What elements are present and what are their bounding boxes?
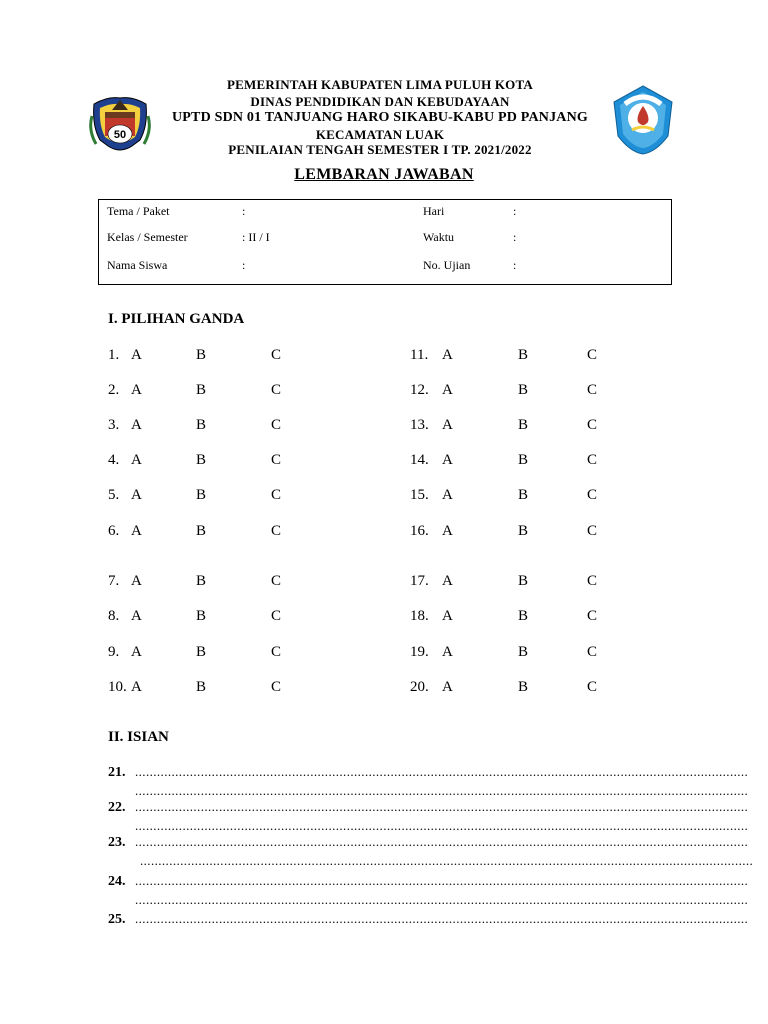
question-number-1: 1. [108,347,120,363]
isian-number-22: 22. [108,800,126,815]
option-b-question-14[interactable]: B [518,452,529,468]
option-c-question-17[interactable]: C [587,573,598,589]
option-b-question-8[interactable]: B [196,608,207,624]
no-ujian-label: No. Ujian [423,258,471,272]
option-a-question-18[interactable]: A [442,608,453,624]
option-b-question-6[interactable]: B [196,523,207,539]
option-a-question-8[interactable]: A [131,608,142,624]
option-a-question-15[interactable]: A [442,487,453,503]
section-multiple-choice-title: I. PILIHAN GANDA [108,311,245,327]
option-a-question-12[interactable]: A [442,382,453,398]
option-a-question-13[interactable]: A [442,417,453,433]
tut-wuri-handayani-icon [610,84,676,156]
option-c-question-5[interactable]: C [271,487,282,503]
question-number-20: 20. [410,679,429,695]
question-number-17: 17. [410,573,429,589]
option-b-question-2[interactable]: B [196,382,207,398]
question-number-15: 15. [410,487,429,503]
question-number-11: 11. [410,347,429,363]
kelas-label: Kelas / Semester [107,230,188,244]
option-b-question-3[interactable]: B [196,417,207,433]
hari-label: Hari [423,204,445,218]
tema-label: Tema / Paket [107,204,170,218]
answer-line-25-1[interactable]: ........................................................................................................................................................................ [135,911,749,926]
option-c-question-3[interactable]: C [271,417,282,433]
question-number-3: 3. [108,417,120,433]
option-c-question-7[interactable]: C [271,573,282,589]
question-number-7: 7. [108,573,120,589]
page-title: LEMBARAN JAWABAN [294,166,474,183]
option-a-question-9[interactable]: A [131,644,142,660]
header-exam: PENILAIAN TENGAH SEMESTER I TP. 2021/2022 [228,142,532,157]
nama-value[interactable]: : [242,258,246,272]
isian-number-21: 21. [108,765,126,780]
answer-line-21-1[interactable]: ........................................................................................................................................................................ [135,764,749,779]
option-c-question-9[interactable]: C [271,644,282,660]
waktu-label: Waktu [423,230,455,244]
question-number-8: 8. [108,608,120,624]
option-c-question-10[interactable]: C [271,679,282,695]
option-c-question-15[interactable]: C [587,487,598,503]
answer-line-21-2[interactable]: ........................................................................................................................................................................ [135,783,749,798]
option-c-question-13[interactable]: C [587,417,598,433]
question-number-2: 2. [108,382,120,398]
question-number-18: 18. [410,608,429,624]
option-c-question-6[interactable]: C [271,523,282,539]
isian-number-23: 23. [108,835,126,850]
option-a-question-10[interactable]: A [131,679,142,695]
no-ujian-value[interactable]: : [513,258,517,272]
option-c-question-11[interactable]: C [587,347,598,363]
option-b-question-10[interactable]: B [196,679,207,695]
option-a-question-11[interactable]: A [442,347,453,363]
option-c-question-2[interactable]: C [271,382,282,398]
option-b-question-1[interactable]: B [196,347,207,363]
option-a-question-7[interactable]: A [131,573,142,589]
hari-value[interactable]: : [513,204,517,218]
option-c-question-19[interactable]: C [587,644,598,660]
option-a-question-2[interactable]: A [131,382,142,398]
option-c-question-12[interactable]: C [587,382,598,398]
answer-line-22-1[interactable]: ........................................................................................................................................................................ [135,799,749,814]
option-c-question-1[interactable]: C [271,347,282,363]
option-a-question-19[interactable]: A [442,644,453,660]
section-isian-title: II. ISIAN [108,729,169,745]
kelas-value[interactable]: : II / I [242,230,270,244]
option-b-question-19[interactable]: B [518,644,529,660]
option-b-question-16[interactable]: B [518,523,529,539]
answer-line-24-1[interactable]: ........................................................................................................................................................................ [135,873,749,888]
option-c-question-20[interactable]: C [587,679,598,695]
option-a-question-16[interactable]: A [442,523,453,539]
header-government: PEMERINTAH KABUPATEN LIMA PULUH KOTA [227,77,533,92]
option-a-question-17[interactable]: A [442,573,453,589]
header-district: KECAMATAN LUAK [315,127,445,142]
question-number-9: 9. [108,644,120,660]
question-number-4: 4. [108,452,120,468]
nama-label: Nama Siswa [107,258,168,272]
waktu-value[interactable]: : [513,230,517,244]
option-c-question-8[interactable]: C [271,608,282,624]
header-department: DINAS PENDIDIKAN DAN KEBUDAYAAN [250,94,510,109]
option-a-question-6[interactable]: A [131,523,142,539]
answer-line-23-2[interactable]: ........................................................................................................................................................................ [140,853,754,868]
question-number-12: 12. [410,382,429,398]
option-a-question-5[interactable]: A [131,487,142,503]
question-number-14: 14. [410,452,429,468]
tema-value[interactable]: : [242,204,246,218]
option-c-question-16[interactable]: C [587,523,598,539]
question-number-13: 13. [410,417,429,433]
option-b-question-9[interactable]: B [196,644,207,660]
isian-number-25: 25. [108,912,126,927]
answer-line-24-2[interactable]: ........................................................................................................................................................................ [135,892,749,907]
answer-line-23-1[interactable]: ........................................................................................................................................................................ [135,834,749,849]
option-a-question-4[interactable]: A [131,452,142,468]
option-b-question-20[interactable]: B [518,679,529,695]
option-a-question-3[interactable]: A [131,417,142,433]
option-a-question-1[interactable]: A [131,347,142,363]
option-b-question-11[interactable]: B [518,347,529,363]
option-c-question-14[interactable]: C [587,452,598,468]
question-number-16: 16. [410,523,429,539]
option-b-question-13[interactable]: B [518,417,529,433]
option-a-question-20[interactable]: A [442,679,453,695]
option-c-question-4[interactable]: C [271,452,282,468]
option-b-question-17[interactable]: B [518,573,529,589]
option-c-question-18[interactable]: C [587,608,598,624]
question-number-5: 5. [108,487,120,503]
option-b-question-15[interactable]: B [518,487,529,503]
header-school: UPTD SDN 01 TANJUANG HARO SIKABU-KABU PD PANJANG [171,110,588,125]
emblem-number: 50 [113,129,127,141]
isian-number-24: 24. [108,874,126,889]
option-b-question-18[interactable]: B [518,608,529,624]
option-b-question-12[interactable]: B [518,382,529,398]
answer-line-22-2[interactable]: ........................................................................................................................................................................ [135,818,749,833]
option-b-question-4[interactable]: B [196,452,207,468]
question-number-19: 19. [410,644,429,660]
option-a-question-14[interactable]: A [442,452,453,468]
option-b-question-7[interactable]: B [196,573,207,589]
question-number-6: 6. [108,523,120,539]
option-b-question-5[interactable]: B [196,487,207,503]
question-number-10: 10. [108,679,127,695]
